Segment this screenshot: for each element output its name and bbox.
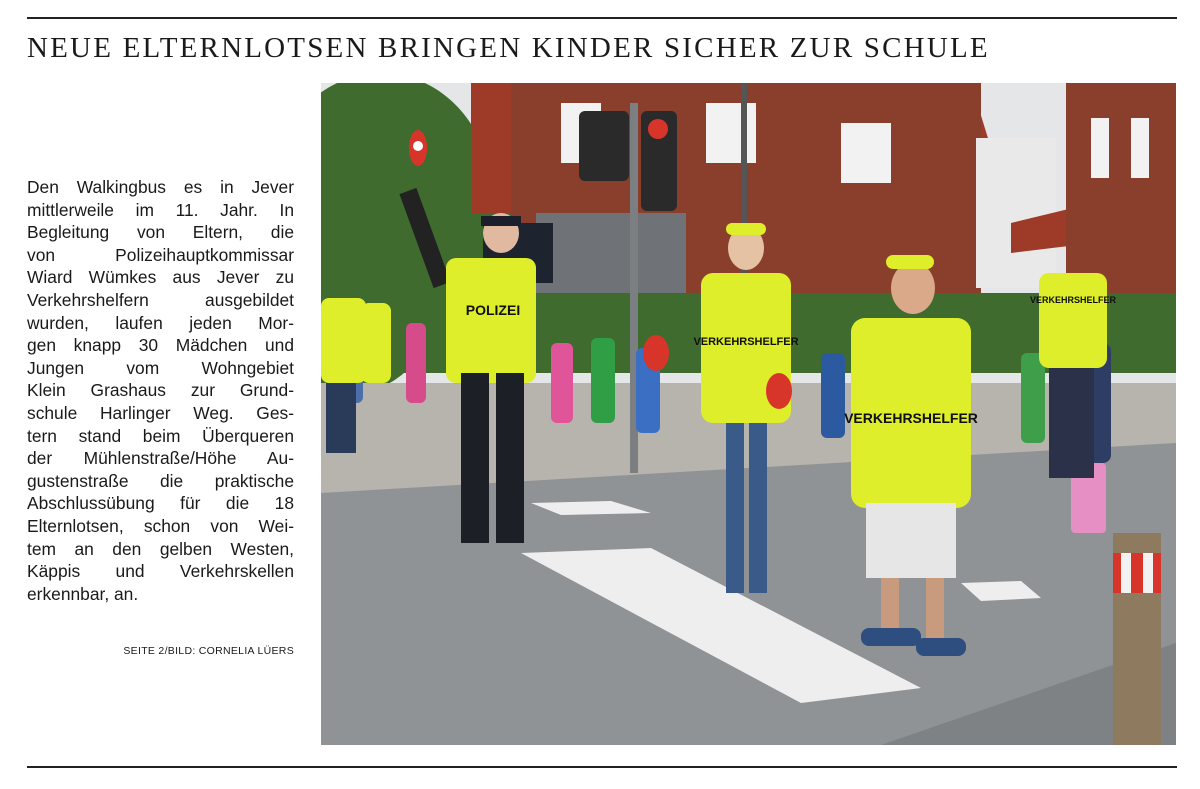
- article-body: [27, 176, 294, 605]
- body-line: Verkehrshelfern ausgebildet: [27, 289, 294, 310]
- article-headline: NEUE ELTERNLOTSEN BRINGEN KINDER SICHER ZUR SCHULE: [27, 32, 990, 64]
- body-line: erkennbar, an.: [27, 583, 139, 604]
- vest-label-woman: VERKEHRSHELFER: [693, 336, 799, 348]
- body-line: Jungen vom Wohngebiet: [27, 357, 294, 378]
- body-line: von Polizeihauptkommissar: [27, 244, 294, 265]
- body-line: Abschlussübung für die 18: [27, 493, 294, 514]
- top-rule: [27, 17, 1177, 19]
- crossing-scene-illustration: [321, 83, 1176, 745]
- body-line: gen knapp 30 Mädchen und: [27, 335, 294, 356]
- article-photo: [321, 83, 1176, 745]
- bottom-rule: [27, 766, 1177, 768]
- photo-credit: SEITE 2/BILD: CORNELIA LÜERS: [123, 645, 294, 657]
- body-line: schule Harlinger Weg. Ges-: [27, 402, 294, 423]
- body-line: wurden, laufen jeden Mor-: [27, 312, 294, 333]
- body-line: tem an den gelben Westen,: [27, 538, 294, 559]
- body-line: Klein Grashaus zur Grund-: [27, 380, 294, 401]
- body-line: Den Walkingbus es in Jever: [27, 177, 294, 197]
- body-line: Wiard Wümkes aus Jever zu: [27, 267, 294, 288]
- bollard: [1113, 533, 1161, 745]
- body-line: Käppis und Verkehrskellen: [27, 561, 294, 582]
- vest-label-police: POLIZEI: [465, 302, 521, 318]
- body-line: Begleitung von Eltern, die: [27, 222, 294, 243]
- body-line: tern stand beim Überqueren: [27, 425, 294, 446]
- body-line: der Mühlenstraße/Höhe Au-: [27, 448, 294, 469]
- body-line: mittlerweile im 11. Jahr. In: [27, 199, 294, 220]
- vest-label-back: VERKEHRSHELFER: [1029, 295, 1117, 305]
- vest-label-man: VERKEHRSHELFER: [844, 410, 978, 426]
- body-line: gustenstraße die praktische: [27, 470, 294, 491]
- body-line: Elternlotsen, schon von Wei-: [27, 515, 294, 536]
